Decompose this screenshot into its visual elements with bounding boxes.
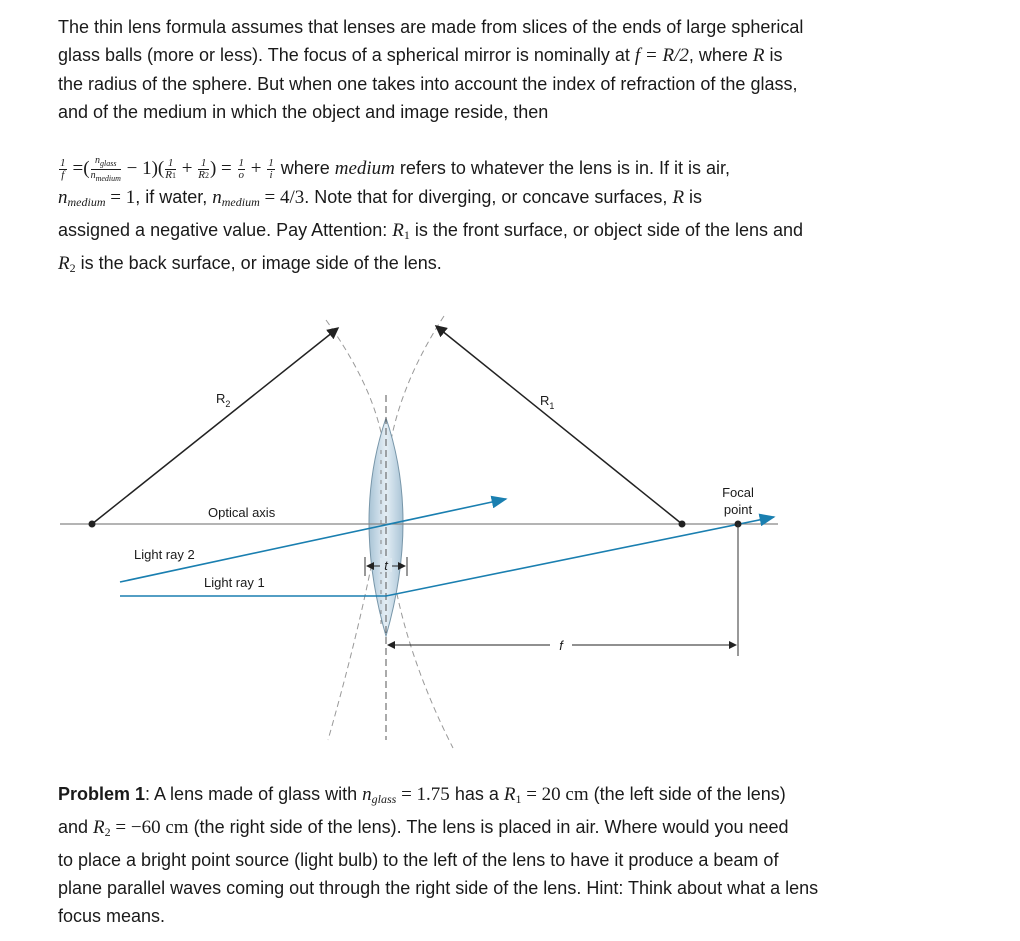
- n-subscript: glass: [371, 792, 397, 806]
- n-symbol: n: [58, 187, 68, 208]
- r1-label: $R_1$: [540, 393, 555, 411]
- r2-center-point: [89, 521, 96, 528]
- r2-symbol: R: [93, 817, 105, 838]
- formula-text: , if water,: [135, 187, 213, 207]
- formula-part: ) =: [209, 158, 237, 179]
- n-value: = 1.75: [396, 784, 450, 805]
- f-label: f: [559, 638, 563, 653]
- r1-symbol: R: [503, 784, 516, 805]
- lens-diagram: [58, 300, 798, 760]
- paren: (: [83, 158, 90, 179]
- formula-text: where: [275, 158, 335, 178]
- frac-1-over-f: $\frac{1}{f}$: [60, 156, 66, 181]
- problem-label: Problem 1: [58, 784, 146, 804]
- problem-line-1: [58, 780, 958, 813]
- formula-text: is the back surface, or image side of the lens.: [75, 253, 442, 273]
- r2-subscript: 2: [104, 825, 111, 839]
- intro-paragraph: [58, 13, 958, 126]
- r1-symbol: R: [392, 220, 404, 241]
- t-label: t: [384, 558, 388, 573]
- intro-line-4: and of the medium in which the object and image reside, then: [58, 102, 549, 122]
- r1-radius-line: [436, 326, 682, 524]
- problem-line-5: focus means.: [58, 906, 166, 926]
- plus-sign: +: [177, 158, 198, 179]
- r2-label: $R_2$: [216, 391, 231, 409]
- radius-symbol: R: [752, 45, 765, 66]
- formula-text: . Note that for diverging, or concave surfaces,: [304, 187, 673, 207]
- focus-equation: f = R/2: [634, 45, 689, 66]
- formula-text: assigned a negative value. Pay Attention:: [58, 220, 393, 240]
- air-value: = 1: [105, 187, 136, 208]
- problem-line-2: [58, 813, 958, 846]
- light-ray-2: [120, 499, 506, 582]
- frac-1-over-o: $\frac{1}{o}$: [238, 156, 244, 181]
- intro-text: glass balls (more or less). The focus of a spherical mirror is nominally at: [58, 45, 635, 65]
- problem-line-3: to place a bright point source (light bulb) to the left of the lens to have it produce a beam of: [58, 850, 779, 870]
- n-symbol: n: [362, 784, 372, 805]
- n-subscript: medium: [67, 195, 106, 209]
- intro-text: , where: [688, 45, 753, 65]
- frac-1-over-r1: $\frac{1}{R1}$: [165, 156, 176, 181]
- formula-line-3: [58, 216, 958, 249]
- frac-1-over-i: $\frac{1}{i}$: [268, 156, 274, 181]
- formula-text: is the front surface, or object side of the lens and: [409, 220, 804, 240]
- problem-text: and: [58, 817, 94, 837]
- formula-part: − 1)(: [121, 158, 165, 179]
- problem-text: (the right side of the lens). The lens is placed in air. Where would you need: [188, 817, 789, 837]
- focal-label: Focal: [722, 485, 754, 500]
- problem-text: has a: [449, 784, 504, 804]
- r1-subscript: 1: [403, 228, 410, 242]
- formula-line-4: [58, 249, 958, 282]
- formula-line-2: [58, 183, 958, 216]
- medium-word: medium: [334, 158, 395, 179]
- radius-symbol: R: [672, 187, 685, 208]
- equals-sign: =: [72, 158, 84, 179]
- frac-1-over-r2: $\frac{1}{R2}$: [198, 156, 209, 181]
- intro-line-2: [58, 41, 958, 70]
- formula-paragraph: [58, 153, 958, 282]
- r2-radius-line: [92, 328, 338, 524]
- intro-line-3: the radius of the sphere. But when one takes into account the index of refraction of the glass,: [58, 74, 798, 94]
- problem-text: (the left side of the lens): [588, 784, 786, 804]
- intro-text: is: [764, 45, 783, 65]
- point-label: point: [723, 502, 753, 517]
- r1-subscript: 1: [515, 792, 522, 806]
- n-symbol: n: [212, 187, 222, 208]
- formula-text: is: [684, 187, 703, 207]
- r2-symbol: R: [58, 253, 70, 274]
- intro-line-1: The thin lens formula assumes that lenses are made from slices of the ends of large spherical: [58, 17, 804, 37]
- frac-n-ratio: $\frac{n_{glass}}{n_{medium}}$: [90, 154, 121, 183]
- r2-value: = −60 cm: [110, 817, 189, 838]
- r1-center-point: [679, 521, 686, 528]
- problem-text: : A lens made of glass with: [145, 784, 363, 804]
- formula-text: refers to whatever the lens is in. If it is air,: [394, 158, 731, 178]
- n-subscript: medium: [221, 195, 260, 209]
- r2-subscript: 2: [69, 261, 76, 275]
- r1-value: = 20 cm: [521, 784, 589, 805]
- formula-line: [58, 153, 958, 183]
- light-ray-1-label: Light ray 1: [204, 575, 265, 590]
- problem-paragraph: [58, 780, 958, 930]
- problem-line-4: plane parallel waves coming out through the right side of the lens. Hint: Think about what a lens: [58, 878, 819, 898]
- optical-axis-label: Optical axis: [208, 505, 276, 520]
- water-value: = 4/3: [259, 187, 305, 208]
- light-ray-2-label: Light ray 2: [134, 547, 195, 562]
- plus-sign: +: [246, 158, 267, 179]
